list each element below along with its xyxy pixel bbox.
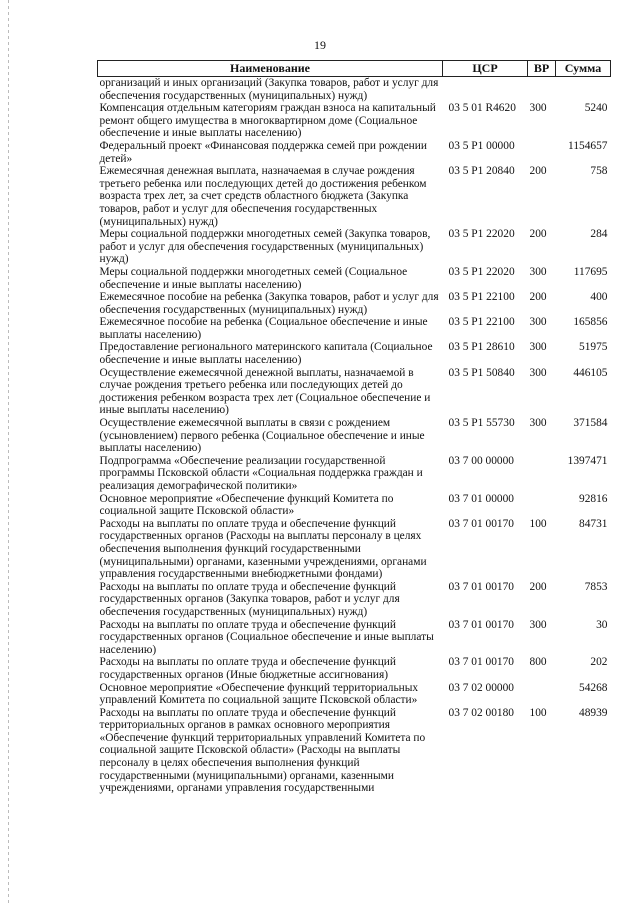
row-csr-cell: 03 5 01 R4620 xyxy=(448,102,516,115)
row-name-cell: Расходы на выплаты по оплате труда и обеспечение функций территориальных органов в рамках основного мероприятия «Обеспечение функций территориальных управлений Комитета по социальной защите Псковской области» (Расходы на выплаты персоналу в целях обеспечения выполнения функций государственными (муниципальными) органами, казенными учреждениями, органами управления государственными xyxy=(99,706,426,795)
header-sum: Сумма xyxy=(556,61,611,77)
row-sum-cell: 48939 xyxy=(579,706,608,719)
row-sum-cell xyxy=(556,77,611,103)
row-sum-cell: 117695 xyxy=(573,265,608,278)
row-sum-cell: 7853 xyxy=(584,580,608,593)
row-name-cell: Федеральный проект «Финансовая поддержка семей при рождении детей» xyxy=(99,139,427,165)
row-csr-cell: 03 5 P1 22020 xyxy=(448,228,515,241)
header-csr: ЦСР xyxy=(443,61,528,77)
row-vr-cell: 300 xyxy=(529,366,547,379)
row-csr-cell: 03 7 02 00180 xyxy=(448,706,514,719)
row-vr-cell: 800 xyxy=(529,656,547,669)
row-name-cell: организаций и иных организаций (Закупка товаров, работ и услуг для обеспечения государственных (муниципальных) нужд) xyxy=(99,77,439,102)
row-vr-cell: 100 xyxy=(529,706,547,719)
row-name-cell: Осуществление ежемесячной выплаты в связи с рождением (усыновлением) первого ребенка (Социальное обеспечение и иные выплаты населению) xyxy=(99,417,425,455)
table-row xyxy=(98,417,611,455)
row-sum-cell: 446105 xyxy=(573,366,608,379)
table-row xyxy=(98,455,611,493)
row-vr-cell: 200 xyxy=(529,165,547,178)
row-sum-cell: 1154657 xyxy=(568,139,608,152)
row-csr-cell: 03 7 01 00170 xyxy=(448,517,514,530)
row-csr-cell: 03 5 P1 00000 xyxy=(448,139,515,152)
row-csr-cell: 03 7 01 00000 xyxy=(448,492,514,505)
row-sum-cell: 202 xyxy=(590,656,608,669)
row-name-cell: Осуществление ежемесячной денежной выплаты, назначаемой в случае рождения третьего ребенка или последующих детей до достижения ребенком возраста трех лет (Социальное обеспечение и иные выплаты населению) xyxy=(99,366,431,417)
page-number: 19 xyxy=(314,38,326,52)
row-name-cell: Расходы на выплаты по оплате труда и обеспечение функций государственных органов (Расходы на выплаты персоналу в целях обеспечения выполнения функций государственными (муниципальными) органами, казенными учреждениями, органами управления государственными внебюджетными фондами) xyxy=(99,517,427,581)
table-row xyxy=(98,266,611,291)
table-row xyxy=(98,102,611,140)
row-csr-cell: 03 5 P1 20840 xyxy=(448,165,515,178)
row-sum-cell: 165856 xyxy=(573,316,608,329)
table-row xyxy=(98,518,611,581)
table-row xyxy=(98,682,611,707)
row-vr-cell: 300 xyxy=(529,265,547,278)
table-row xyxy=(98,165,611,228)
row-csr-cell: 03 7 01 00170 xyxy=(448,580,514,593)
table-row xyxy=(98,581,611,619)
row-sum-cell: 30 xyxy=(596,618,608,631)
row-csr-cell: 03 7 01 00170 xyxy=(448,656,514,669)
table-row xyxy=(98,707,611,795)
header-vr: ВР xyxy=(528,61,556,77)
row-sum-cell: 51975 xyxy=(579,341,608,354)
row-name-cell: Меры социальной поддержки многодетных семей (Социальное обеспечение и иные выплаты населению) xyxy=(99,265,408,291)
table-row xyxy=(98,656,611,681)
table-row xyxy=(98,140,611,165)
row-name-cell: Ежемесячное пособие на ребенка (Социальное обеспечение и иные выплаты населению) xyxy=(99,316,428,341)
row-vr-cell xyxy=(528,77,556,103)
row-name-cell: Основное мероприятие «Обеспечение функций территориальных управлений Комитета по социальной защите Псковской области» xyxy=(99,681,419,707)
row-sum-cell: 1397471 xyxy=(567,454,608,467)
row-vr-cell: 300 xyxy=(529,316,547,329)
budget-table xyxy=(97,60,611,795)
row-sum-cell: 84731 xyxy=(579,517,608,530)
row-name-cell: Подпрограмма «Обеспечение реализации государственной программы Псковской области «Социальная поддержка граждан и реализация демографической политики» xyxy=(99,454,423,492)
row-sum-cell: 758 xyxy=(590,165,608,178)
row-sum-cell: 284 xyxy=(590,228,608,241)
table-row xyxy=(98,228,611,266)
row-vr-cell: 200 xyxy=(529,580,547,593)
row-csr-cell: 03 5 P1 22020 xyxy=(448,265,515,278)
row-csr-cell: 03 5 P1 22100 xyxy=(448,291,515,304)
row-vr-cell: 300 xyxy=(529,341,547,354)
row-sum-cell: 54268 xyxy=(579,681,608,694)
row-csr-cell: 03 5 P1 50840 xyxy=(448,366,515,379)
row-csr-cell: 03 5 P1 22100 xyxy=(448,316,515,329)
row-name-cell: Расходы на выплаты по оплате труда и обеспечение функций государственных органов (Закупка товаров, работ и услуг для обеспечения государственных (муниципальных) нужд) xyxy=(99,580,400,618)
table-body xyxy=(98,77,611,795)
row-vr-cell: 200 xyxy=(529,291,547,304)
row-name-cell: Расходы на выплаты по оплате труда и обеспечение функций государственных органов (Социальное обеспечение и иные выплаты населению) xyxy=(99,618,434,656)
table-row xyxy=(98,77,611,103)
row-sum-cell: 371584 xyxy=(573,417,608,430)
row-name-cell: Ежемесячное пособие на ребенка (Закупка товаров, работ и услуг для обеспечения государственных (муниципальных) нужд) xyxy=(99,291,439,316)
table-row xyxy=(98,367,611,417)
row-sum-cell: 92816 xyxy=(579,492,608,505)
row-sum-cell: 400 xyxy=(590,291,608,304)
row-vr-cell xyxy=(528,493,556,518)
row-name-cell: Ежемесячная денежная выплата, назначаемая в случае рождения третьего ребенка или последующих детей до достижения ребенком возраста трех лет, за счет средств областного бюджета (Закупка товаров, работ и услуг для обеспечения государственных (муниципальных) нужд) xyxy=(99,165,427,228)
row-name-cell: Основное мероприятие «Обеспечение функций Комитета по социальной защите Псковской области» xyxy=(99,492,394,518)
table-row xyxy=(98,291,611,316)
row-csr-cell: 03 7 02 00000 xyxy=(448,681,514,694)
row-vr-cell: 300 xyxy=(529,417,547,430)
row-vr-cell: 200 xyxy=(529,228,547,241)
row-csr-cell: 03 7 01 00170 xyxy=(448,618,514,631)
row-name-cell: Расходы на выплаты по оплате труда и обеспечение функций государственных органов (Иные бюджетные ассигнования) xyxy=(99,656,396,681)
row-vr-cell: 100 xyxy=(529,517,547,530)
row-vr-cell: 300 xyxy=(529,102,547,115)
budget-table-container xyxy=(97,60,610,795)
row-csr-cell xyxy=(443,77,528,103)
header-name: Наименование xyxy=(98,61,443,77)
row-csr-cell: 03 5 P1 28610 xyxy=(448,341,515,354)
table-row xyxy=(98,619,611,657)
table-row xyxy=(98,316,611,341)
row-vr-cell xyxy=(528,682,556,707)
table-row xyxy=(98,341,611,366)
row-name-cell: Предоставление регионального материнского капитала (Социальное обеспечение и иные выплаты населению) xyxy=(99,341,433,367)
row-name-cell: Компенсация отдельным категориям граждан взноса на капитальный ремонт общего имущества в многоквартирном доме (Социальное обеспечение и иные выплаты населению) xyxy=(99,102,436,140)
row-vr-cell: 300 xyxy=(529,618,547,631)
row-csr-cell: 03 7 00 00000 xyxy=(448,454,514,467)
table-header-row xyxy=(98,61,611,77)
row-sum-cell: 5240 xyxy=(584,102,608,115)
scan-left-edge xyxy=(8,0,9,905)
table-row xyxy=(98,493,611,518)
row-vr-cell xyxy=(528,140,556,165)
row-vr-cell xyxy=(528,455,556,493)
row-csr-cell: 03 5 P1 55730 xyxy=(448,417,515,430)
row-name-cell: Меры социальной поддержки многодетных семей (Закупка товаров, работ и услуг для обеспечения государственных (муниципальных) нужд) xyxy=(99,228,431,266)
